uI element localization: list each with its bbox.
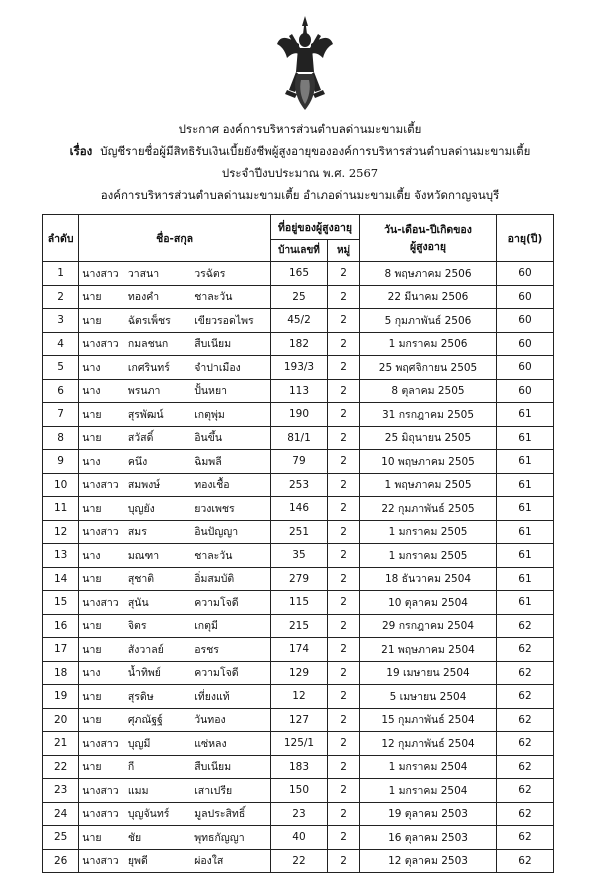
table-row (43, 591, 554, 615)
first-name-cell: กมลชนก (125, 332, 191, 356)
first-name-cell: ศุภณัฐฐ์ (125, 708, 191, 732)
age-cell: 60 (496, 379, 553, 403)
name-prefix-cell: นางสาว (79, 262, 125, 286)
age-cell: 62 (496, 685, 553, 709)
age-cell: 61 (496, 544, 553, 568)
name-prefix-cell: นาย (79, 685, 125, 709)
name-prefix-cell: นาย (79, 638, 125, 662)
birth-date-cell: 22 มีนาคม 2506 (360, 285, 497, 309)
age-cell: 61 (496, 426, 553, 450)
table-row (43, 497, 554, 521)
name-prefix-cell: นาย (79, 708, 125, 732)
first-name-cell: ฉัตรเพ็ชร (125, 309, 191, 333)
birth-date-cell: 25 มิถุนายน 2505 (360, 426, 497, 450)
moo-number-cell: 2 (327, 567, 359, 591)
table-row (43, 379, 554, 403)
age-cell: 62 (496, 661, 553, 685)
name-prefix-cell: นาง (79, 544, 125, 568)
name-prefix-cell: นางสาว (79, 473, 125, 497)
header-age: อายุ(ปี) (496, 215, 553, 262)
house-number-cell: 22 (270, 849, 327, 873)
row-number-cell: 1 (43, 262, 79, 286)
house-number-cell: 45/2 (270, 309, 327, 333)
last-name-cell: แซ่หลง (191, 732, 270, 756)
row-number-cell: 25 (43, 826, 79, 850)
birth-date-cell: 22 กุมภาพันธ์ 2505 (360, 497, 497, 521)
first-name-cell: มณฑา (125, 544, 191, 568)
table-row (43, 544, 554, 568)
row-number-cell: 15 (43, 591, 79, 615)
name-prefix-cell: นาย (79, 826, 125, 850)
last-name-cell: ทองเชื้อ (191, 473, 270, 497)
age-cell: 60 (496, 309, 553, 333)
age-cell: 61 (496, 567, 553, 591)
moo-number-cell: 2 (327, 661, 359, 685)
header-moo: หมู่ (327, 240, 359, 262)
age-cell: 62 (496, 755, 553, 779)
row-number-cell: 14 (43, 567, 79, 591)
table-row (43, 755, 554, 779)
first-name-cell: บุญจันทร์ (125, 802, 191, 826)
house-number-cell: 40 (270, 826, 327, 850)
birth-date-cell: 21 พฤษภาคม 2504 (360, 638, 497, 662)
table-row (43, 826, 554, 850)
organization-line: องค์การบริหารส่วนตำบลด่านมะขามเตี้ย อำเภอด่านมะขามเตี้ย จังหวัดกาญจนบุรี (100, 188, 500, 202)
row-number-cell: 10 (43, 473, 79, 497)
table-row (43, 309, 554, 333)
house-number-cell: 253 (270, 473, 327, 497)
table-row (43, 473, 554, 497)
table-row (43, 450, 554, 474)
birth-date-cell: 19 เมษายน 2504 (360, 661, 497, 685)
announcement-header (40, 118, 560, 206)
age-cell: 60 (496, 262, 553, 286)
header-dob-line2: ผู้สูงอายุ (409, 241, 447, 253)
moo-number-cell: 2 (327, 473, 359, 497)
row-number-cell: 20 (43, 708, 79, 732)
name-prefix-cell: นางสาว (79, 520, 125, 544)
birth-date-cell: 15 กุมภาพันธ์ 2504 (360, 708, 497, 732)
name-prefix-cell: นางสาว (79, 779, 125, 803)
table-row (43, 849, 554, 873)
age-cell: 60 (496, 356, 553, 380)
first-name-cell: วาสนา (125, 262, 191, 286)
name-prefix-cell: นางสาว (79, 332, 125, 356)
moo-number-cell: 2 (327, 450, 359, 474)
moo-number-cell: 2 (327, 826, 359, 850)
row-number-cell: 4 (43, 332, 79, 356)
birth-date-cell: 12 ตุลาคม 2503 (360, 849, 497, 873)
moo-number-cell: 2 (327, 379, 359, 403)
table-row (43, 779, 554, 803)
moo-number-cell: 2 (327, 285, 359, 309)
name-prefix-cell: นาย (79, 755, 125, 779)
first-name-cell: เกศรินทร์ (125, 356, 191, 380)
first-name-cell: ชัย (125, 826, 191, 850)
moo-number-cell: 2 (327, 309, 359, 333)
name-prefix-cell: นาง (79, 661, 125, 685)
elderly-allowance-table (42, 214, 554, 873)
table-row (43, 614, 554, 638)
birth-date-cell: 1 มกราคม 2506 (360, 332, 497, 356)
row-number-cell: 9 (43, 450, 79, 474)
first-name-cell: กี (125, 755, 191, 779)
row-number-cell: 12 (43, 520, 79, 544)
house-number-cell: 215 (270, 614, 327, 638)
table-row (43, 356, 554, 380)
age-cell: 60 (496, 285, 553, 309)
row-number-cell: 2 (43, 285, 79, 309)
last-name-cell: อรชร (191, 638, 270, 662)
first-name-cell: สุรดิษ (125, 685, 191, 709)
moo-number-cell: 2 (327, 849, 359, 873)
name-prefix-cell: นาย (79, 285, 125, 309)
last-name-cell: ชาละวัน (191, 544, 270, 568)
subject-label: เรื่อง (69, 144, 93, 158)
last-name-cell: มูลประสิทธิ์ (191, 802, 270, 826)
house-number-cell: 251 (270, 520, 327, 544)
first-name-cell: น้ำทิพย์ (125, 661, 191, 685)
house-number-cell: 190 (270, 403, 327, 427)
house-number-cell: 174 (270, 638, 327, 662)
age-cell: 62 (496, 779, 553, 803)
house-number-cell: 146 (270, 497, 327, 521)
last-name-cell: อินขึ้น (191, 426, 270, 450)
last-name-cell: ความโจดี (191, 591, 270, 615)
table-row (43, 802, 554, 826)
age-cell: 62 (496, 849, 553, 873)
birth-date-cell: 5 เมษายน 2504 (360, 685, 497, 709)
birth-date-cell: 18 ธันวาคม 2504 (360, 567, 497, 591)
first-name-cell: ทองคำ (125, 285, 191, 309)
name-prefix-cell: นาย (79, 497, 125, 521)
row-number-cell: 23 (43, 779, 79, 803)
header-house-no: บ้านเลขที่ (270, 240, 327, 262)
birth-date-cell: 12 กุมภาพันธ์ 2504 (360, 732, 497, 756)
age-cell: 61 (496, 497, 553, 521)
age-cell: 61 (496, 473, 553, 497)
moo-number-cell: 2 (327, 262, 359, 286)
first-name-cell: สังวาลย์ (125, 638, 191, 662)
last-name-cell: ชาละวัน (191, 285, 270, 309)
row-number-cell: 19 (43, 685, 79, 709)
house-number-cell: 125/1 (270, 732, 327, 756)
moo-number-cell: 2 (327, 755, 359, 779)
birth-date-cell: 10 พฤษภาคม 2505 (360, 450, 497, 474)
first-name-cell: สวัสดิ์ (125, 426, 191, 450)
row-number-cell: 16 (43, 614, 79, 638)
subject-line (40, 140, 560, 162)
table-row (43, 426, 554, 450)
house-number-cell: 81/1 (270, 426, 327, 450)
house-number-cell: 165 (270, 262, 327, 286)
row-number-cell: 26 (43, 849, 79, 873)
table-row (43, 403, 554, 427)
moo-number-cell: 2 (327, 497, 359, 521)
row-number-cell: 8 (43, 426, 79, 450)
birth-date-cell: 19 ตุลาคม 2503 (360, 802, 497, 826)
last-name-cell: วรฉัตร (191, 262, 270, 286)
house-number-cell: 25 (270, 285, 327, 309)
last-name-cell: เกตุพุ่ม (191, 403, 270, 427)
first-name-cell: สุนัน (125, 591, 191, 615)
house-number-cell: 113 (270, 379, 327, 403)
table-row (43, 708, 554, 732)
last-name-cell: ปั้นหยา (191, 379, 270, 403)
row-number-cell: 24 (43, 802, 79, 826)
last-name-cell: เขียวรอดไพร (191, 309, 270, 333)
first-name-cell: สมพงษ์ (125, 473, 191, 497)
name-prefix-cell: นาง (79, 450, 125, 474)
first-name-cell: พรนภา (125, 379, 191, 403)
row-number-cell: 21 (43, 732, 79, 756)
moo-number-cell: 2 (327, 356, 359, 380)
table-row (43, 332, 554, 356)
last-name-cell: อิ่มสมบัติ (191, 567, 270, 591)
house-number-cell: 129 (270, 661, 327, 685)
age-cell: 62 (496, 614, 553, 638)
birth-date-cell: 25 พฤศจิกายน 2505 (360, 356, 497, 380)
last-name-cell: พุทธกัญญา (191, 826, 270, 850)
last-name-cell: สืบเนียม (191, 755, 270, 779)
name-prefix-cell: นาย (79, 567, 125, 591)
fiscal-year-line: ประจำปีงบประมาณ พ.ศ. 2567 (221, 166, 379, 180)
birth-date-cell: 1 พฤษภาคม 2505 (360, 473, 497, 497)
header-no: ลำดับ (43, 215, 79, 262)
house-number-cell: 183 (270, 755, 327, 779)
birth-date-cell: 8 ตุลาคม 2505 (360, 379, 497, 403)
last-name-cell: สืบเนียม (191, 332, 270, 356)
name-prefix-cell: นางสาว (79, 802, 125, 826)
header-address: ที่อยู่ของผู้สูงอายุ (270, 215, 359, 240)
garuda-emblem-icon (275, 14, 335, 114)
moo-number-cell: 2 (327, 802, 359, 826)
table-body (43, 262, 554, 873)
last-name-cell: ผ่องใส (191, 849, 270, 873)
table-row (43, 520, 554, 544)
first-name-cell: จิตร (125, 614, 191, 638)
row-number-cell: 18 (43, 661, 79, 685)
house-number-cell: 79 (270, 450, 327, 474)
name-prefix-cell: นาย (79, 403, 125, 427)
row-number-cell: 5 (43, 356, 79, 380)
moo-number-cell: 2 (327, 732, 359, 756)
age-cell: 62 (496, 638, 553, 662)
age-cell: 61 (496, 520, 553, 544)
table-row (43, 661, 554, 685)
last-name-cell: ความโจดี (191, 661, 270, 685)
age-cell: 61 (496, 403, 553, 427)
house-number-cell: 193/3 (270, 356, 327, 380)
row-number-cell: 11 (43, 497, 79, 521)
moo-number-cell: 2 (327, 520, 359, 544)
name-prefix-cell: นาย (79, 426, 125, 450)
header-dob-line1: วัน-เดือน-ปีเกิดของ (384, 224, 472, 236)
last-name-cell: จำปาเมือง (191, 356, 270, 380)
birth-date-cell: 8 พฤษภาคม 2506 (360, 262, 497, 286)
name-prefix-cell: นาง (79, 379, 125, 403)
name-prefix-cell: นาง (79, 356, 125, 380)
subject-text: บัญชีรายชื่อผู้มีสิทธิรับเงินเบี้ยยังชีพผู้สูงอายุขององค์การบริหารส่วนตำบลด่านมะขามเตี้ย (100, 144, 531, 158)
birth-date-cell: 1 มกราคม 2504 (360, 779, 497, 803)
house-number-cell: 182 (270, 332, 327, 356)
first-name-cell: สมร (125, 520, 191, 544)
last-name-cell: อินปัญญา (191, 520, 270, 544)
house-number-cell: 23 (270, 802, 327, 826)
birth-date-cell: 1 มกราคม 2504 (360, 755, 497, 779)
first-name-cell: สุรพัฒน์ (125, 403, 191, 427)
birth-date-cell: 10 ตุลาคม 2504 (360, 591, 497, 615)
first-name-cell: แมม (125, 779, 191, 803)
birth-date-cell: 1 มกราคม 2505 (360, 544, 497, 568)
first-name-cell: คนึง (125, 450, 191, 474)
row-number-cell: 13 (43, 544, 79, 568)
last-name-cell: ยวงเพชร (191, 497, 270, 521)
last-name-cell: เสาเปรีย (191, 779, 270, 803)
last-name-cell: เที่ยงแท้ (191, 685, 270, 709)
last-name-cell: เกตุมี (191, 614, 270, 638)
name-prefix-cell: นางสาว (79, 732, 125, 756)
table-row (43, 285, 554, 309)
moo-number-cell: 2 (327, 332, 359, 356)
row-number-cell: 22 (43, 755, 79, 779)
moo-number-cell: 2 (327, 426, 359, 450)
moo-number-cell: 2 (327, 591, 359, 615)
row-number-cell: 6 (43, 379, 79, 403)
house-number-cell: 150 (270, 779, 327, 803)
birth-date-cell: 16 ตุลาคม 2503 (360, 826, 497, 850)
house-number-cell: 12 (270, 685, 327, 709)
birth-date-cell: 31 กรกฎาคม 2505 (360, 403, 497, 427)
moo-number-cell: 2 (327, 638, 359, 662)
last-name-cell: ฉิมพลี (191, 450, 270, 474)
moo-number-cell: 2 (327, 403, 359, 427)
row-number-cell: 3 (43, 309, 79, 333)
house-number-cell: 35 (270, 544, 327, 568)
birth-date-cell: 29 กรกฎาคม 2504 (360, 614, 497, 638)
birth-date-cell: 1 มกราคม 2505 (360, 520, 497, 544)
moo-number-cell: 2 (327, 779, 359, 803)
table-row (43, 567, 554, 591)
name-prefix-cell: นางสาว (79, 849, 125, 873)
age-cell: 62 (496, 802, 553, 826)
age-cell: 61 (496, 591, 553, 615)
age-cell: 62 (496, 732, 553, 756)
name-prefix-cell: นาย (79, 614, 125, 638)
moo-number-cell: 2 (327, 614, 359, 638)
first-name-cell: บุญยัง (125, 497, 191, 521)
announcement-title: ประกาศ องค์การบริหารส่วนตำบลด่านมะขามเตี้ย (178, 122, 422, 136)
house-number-cell: 279 (270, 567, 327, 591)
header-dob (360, 215, 497, 262)
header-name: ชื่อ-สกุล (79, 215, 271, 262)
first-name-cell: ยุพดี (125, 849, 191, 873)
row-number-cell: 7 (43, 403, 79, 427)
table-row (43, 262, 554, 286)
table-row (43, 732, 554, 756)
house-number-cell: 115 (270, 591, 327, 615)
table-row (43, 685, 554, 709)
moo-number-cell: 2 (327, 544, 359, 568)
age-cell: 60 (496, 332, 553, 356)
birth-date-cell: 5 กุมภาพันธ์ 2506 (360, 309, 497, 333)
moo-number-cell: 2 (327, 685, 359, 709)
first-name-cell: สุชาติ (125, 567, 191, 591)
moo-number-cell: 2 (327, 708, 359, 732)
first-name-cell: บุญมี (125, 732, 191, 756)
table-row (43, 638, 554, 662)
age-cell: 62 (496, 708, 553, 732)
row-number-cell: 17 (43, 638, 79, 662)
last-name-cell: วันทอง (191, 708, 270, 732)
name-prefix-cell: นางสาว (79, 591, 125, 615)
age-cell: 61 (496, 450, 553, 474)
age-cell: 62 (496, 826, 553, 850)
house-number-cell: 127 (270, 708, 327, 732)
name-prefix-cell: นาย (79, 309, 125, 333)
